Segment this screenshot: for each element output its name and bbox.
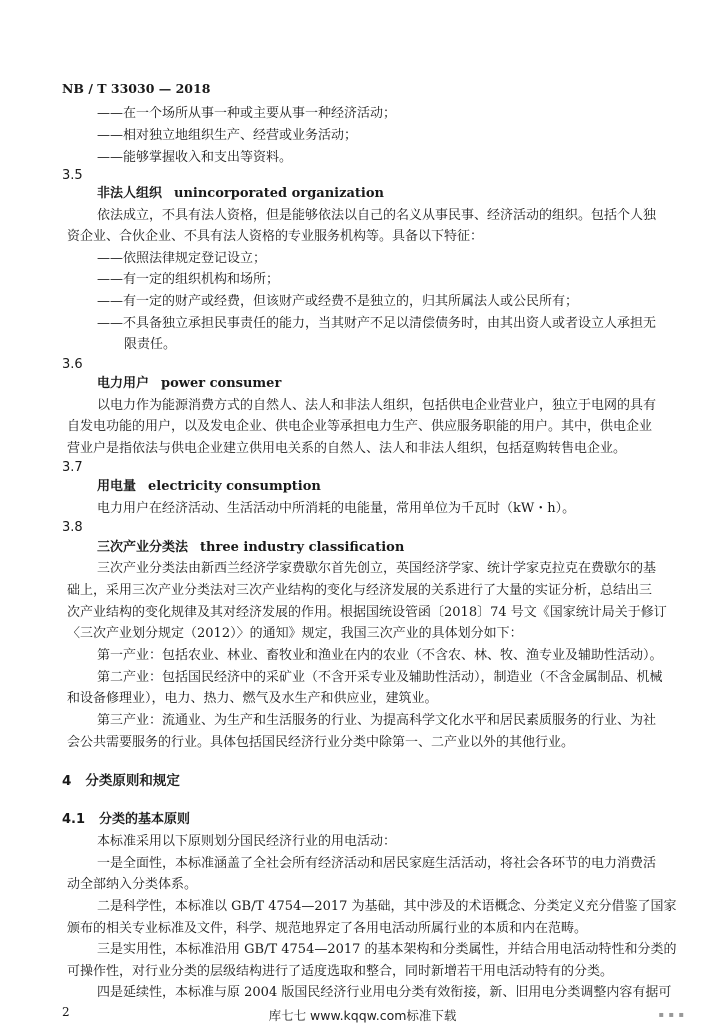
paragraph-line: 础上，采用三次产业分类法对三次产业结构的变化与经济发展的关系进行了大量的实证分析，总结出三 xyxy=(67,583,653,598)
term-title-cn: 用电量 xyxy=(97,479,137,494)
term-title-en: electricity consumption xyxy=(148,479,321,494)
term-title xyxy=(97,186,725,202)
term-title-en: unincorporated organization xyxy=(174,186,384,201)
term-title-en: power consumer xyxy=(161,376,282,391)
paragraph-line: 第一产业：包括农业、林业、畜牧业和渔业在内的农业（不含农、林、牧、渔专业及辅助性活动）。 xyxy=(97,648,663,663)
list-item: ——有一定的财产或经费，但该财产或经费不是独立的，归其所属法人或公民所有； xyxy=(97,294,579,309)
subsection-heading xyxy=(62,812,725,828)
term-title xyxy=(97,540,725,556)
paragraph-line: 本标准采用以下原则划分国民经济行业的用电活动： xyxy=(97,834,397,849)
paragraph-line: 颁布的相关专业标准及文件，科学、规范地界定了各用电活动所属行业的本质和内在范畴。 xyxy=(67,921,588,936)
paragraph-line: 〈三次产业划分规定（2012）〉的通知》规定，我国三次产业的具体划分如下： xyxy=(67,626,523,641)
paragraph-line: 二是科学性，本标准以 GB/T 4754—2017 为基础，其中涉及的术语概念、分类定义充分借鉴了国家 xyxy=(97,899,677,914)
paragraph-line: 以电力作为能源消费方式的自然人、法人和非法人组织，包括供电企业营业户，独立于电网的具有 xyxy=(97,398,657,413)
list-item: ——有一定的组织机构和场所； xyxy=(97,272,280,287)
term-title-cn: 非法人组织 xyxy=(97,186,163,201)
subsection-title: 分类的基本原则 xyxy=(99,812,191,827)
paragraph-line: 会公共需要服务的行业。具体包括国民经济行业分类中除第一、二产业以外的其他行业。 xyxy=(67,735,575,750)
paragraph-line: 依法成立，不具有法人资格，但是能够依法以自己的名义从事民事、经济活动的组织。包括个人独 xyxy=(97,208,657,223)
term-title-en: three industry classification xyxy=(200,540,405,555)
paragraph-line: 第三产业：流通业、为生产和生活服务的行业、为提高科学文化水平和居民素质服务的行业、为社 xyxy=(97,713,657,728)
paragraph-line: 一是全面性，本标准涵盖了全社会所有经济活动和居民家庭生活活动，将社会各环节的电力消费活 xyxy=(97,856,657,871)
paragraph-line: 自发电功能的用户，以及发电企业、供电企业等承担电力生产、供应服务职能的用户。其中，供电企业 xyxy=(67,419,653,434)
section-heading xyxy=(62,773,725,789)
paragraph-line: 三次产业分类法由新西兰经济学家费歇尔首先创立，英国经济学家、统计学家克拉克在费歇尔的基 xyxy=(97,561,657,576)
term-number: 3.7 xyxy=(62,460,83,475)
paragraph-line: 第二产业：包括国民经济中的采矿业（不含开采专业及辅助性活动），制造业（不含金属制品、机械 xyxy=(97,670,663,685)
paragraph-line: 和设备修理业），电力、热力、燃气及水生产和供应业，建筑业。 xyxy=(67,691,438,706)
scan-mark-icon: ▪ ▪ ▪ xyxy=(658,1010,685,1019)
term-title xyxy=(97,479,725,495)
term-number: 3.6 xyxy=(62,357,83,372)
list-item: ——相对独立地组织生产、经营或业务活动； xyxy=(97,128,358,143)
list-item-continued: 限责任。 xyxy=(124,337,177,352)
list-item: ——不具备独立承担民事责任的能力，当其财产不足以清偿债务时，由其出资人或者设立人承担无 xyxy=(97,316,657,331)
term-number: 3.8 xyxy=(62,520,83,535)
term-title xyxy=(97,376,725,392)
list-item: ——依照法律规定登记设立； xyxy=(97,251,267,266)
paragraph-line: 电力用户在经济活动、生活活动中所消耗的电能量，常用单位为千瓦时（kW・h）。 xyxy=(97,501,576,516)
paragraph-line: 动全部纳入分类体系。 xyxy=(67,877,198,892)
page-number: 2 xyxy=(62,1005,70,1019)
subsection-number: 4.1 xyxy=(62,812,86,827)
paragraph-line: 营业户是指依法与供电企业建立供用电关系的自然人、法人和非法人组织，包括趸购转售电企业。 xyxy=(67,441,627,456)
term-title-cn: 三次产业分类法 xyxy=(97,540,189,555)
paragraph-line: 次产业结构的变化规律及其对经济发展的作用。根据国统设管函〔2018〕74 号文《国家统计局关于修订 xyxy=(67,605,667,620)
paragraph-line: 四是延续性，本标准与原 2004 版国民经济行业用电分类有效衔接，新、旧用电分类调整内容有据可 xyxy=(97,985,672,1000)
term-title-cn: 电力用户 xyxy=(97,376,150,391)
section-title: 分类原则和规定 xyxy=(85,773,180,789)
section-number: 4 xyxy=(62,773,72,789)
term-number: 3.5 xyxy=(62,168,83,183)
document-header: NB / T 33030 — 2018 xyxy=(62,81,211,96)
paragraph-line: 可操作性，对行业分类的层级结构进行了适度选取和整合，同时新增若干用电活动特有的分类。 xyxy=(67,964,614,979)
site-footer-link[interactable]: 库七七 www.kqqw.com标准下载 xyxy=(268,1008,457,1023)
list-item: ——在一个场所从事一种或主要从事一种经济活动； xyxy=(97,106,397,121)
paragraph-line: 资企业、合伙企业、不具有法人资格的专业服务机构等。具备以下特征： xyxy=(67,229,484,244)
paragraph-line: 三是实用性，本标准沿用 GB/T 4754—2017 的基本架构和分类属性，并结合用电活动特性和分类的 xyxy=(97,942,677,957)
list-item: ——能够掌握收入和支出等资料。 xyxy=(97,150,293,165)
